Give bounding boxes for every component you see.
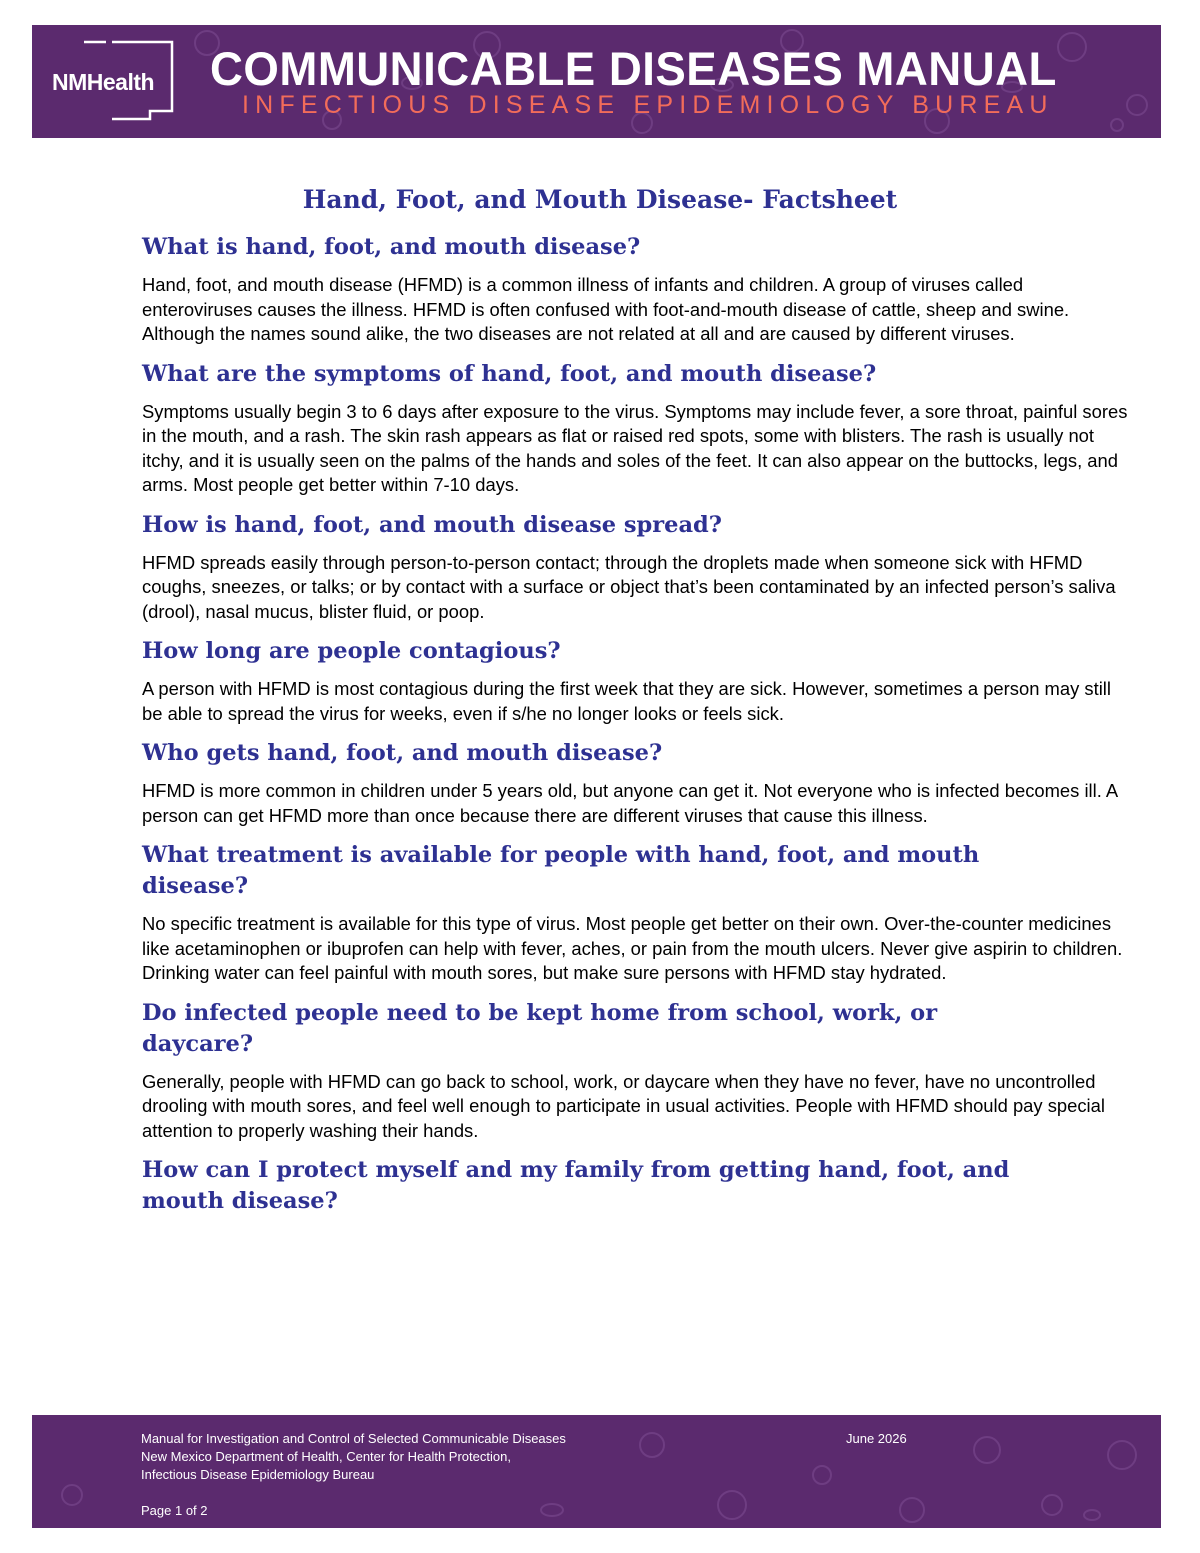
footer-line: Manual for Investigation and Control of Selected Communicable Diseases [141,1431,566,1446]
section-heading: How can I protect myself and my family from getting hand, foot, and mouth disease? [142,1157,1010,1214]
section-heading: What are the symptoms of hand, foot, and mouth disease? [142,360,877,387]
bureau-subtitle: INFECTIOUS DISEASE EPIDEMIOLOGY BUREAU [242,91,1054,119]
document-body [142,180,1132,1227]
section-body: HFMD is more common in children under 5 years old, but anyone can get it. Not everyone who is infected becomes ill. A person can get HFMD more than once because there are different viruses that cause this illness. [142,780,1118,826]
section-body: Generally, people with HFMD can go back to school, work, or daycare when they have no fever, have no uncontrolled drooling with mouth sores, and feel well enough to participate in usual activities. People with HFMD should pay special attention to properly washing their hands. [142,1070,1105,1141]
footer-line: Infectious Disease Epidemiology Bureau [141,1467,375,1482]
section-body: Hand, foot, and mouth disease (HFMD) is a common illness of infants and children. A group of viruses called enteroviruses causes the illness. HFMD is often confused with foot-and-mouth disease of cattle, sheep and swine. Although the names sound alike, the two diseases are not related at all and are caused by different viruses. [142,274,1070,344]
page-number: Page 1 of 2 [141,1503,208,1518]
page-title: Hand, Foot, and Mouth Disease- Factsheet [302,185,898,214]
nmhealth-logo [50,39,190,125]
footer-banner [32,1415,1161,1528]
section-heading: How long are people contagious? [142,638,561,664]
section-heading: What treatment is available for people with hand, foot, and mouth disease? [142,842,980,899]
section-heading: What is hand, foot, and mouth disease? [142,234,641,260]
footer-info [141,1430,566,1484]
section-heading: How is hand, foot, and mouth disease spread? [142,511,722,538]
section-heading: Who gets hand, foot, and mouth disease? [142,740,663,766]
header-banner [32,25,1161,138]
section-body: HFMD spreads easily through person-to-person contact; through the droplets made when someone sick with HFMD coughs, sneezes, or talks; or by contact with a surface or object that’s been contaminated by an infected person’s saliva (drool), nasal mucus, blister fluid, or poop. [142,551,1116,622]
footer-date: June 2026 [846,1431,907,1446]
section-body: A person with HFMD is most contagious during the first week that they are sick. However, sometimes a person may still be able to spread the virus for weeks, even if s/he no longer looks or feels sick. [142,678,1111,724]
logo-text: NMHealth [52,69,155,95]
section-heading: Do infected people need to be kept home from school, work, or daycare? [142,999,938,1057]
section-body: Symptoms usually begin 3 to 6 days after exposure to the virus. Symptoms may include fever, a sore throat, painful sores in the mouth, and a rash. The skin rash appears as flat or raised red spots, some with blisters. The rash is usually not itchy, and it is usually seen on the palms of the hands and soles of the feet. It can also appear on the buttocks, legs, and arms. Most people get better within 7-10 days. [142,400,1128,495]
footer-line: New Mexico Department of Health, Center for Health Protection, [141,1449,511,1464]
section-body: No specific treatment is available for this type of virus. Most people get better on their own. Over-the-counter medicines like acetaminophen or ibuprofen can help with fever, aches, or pain from the mouth ulcers. Never give aspirin to children. Drinking water can feel painful with mouth sores, but make sure persons with HFMD stay hydrated. [142,913,1123,983]
manual-title: COMMUNICABLE DISEASES MANUAL [210,42,1057,95]
